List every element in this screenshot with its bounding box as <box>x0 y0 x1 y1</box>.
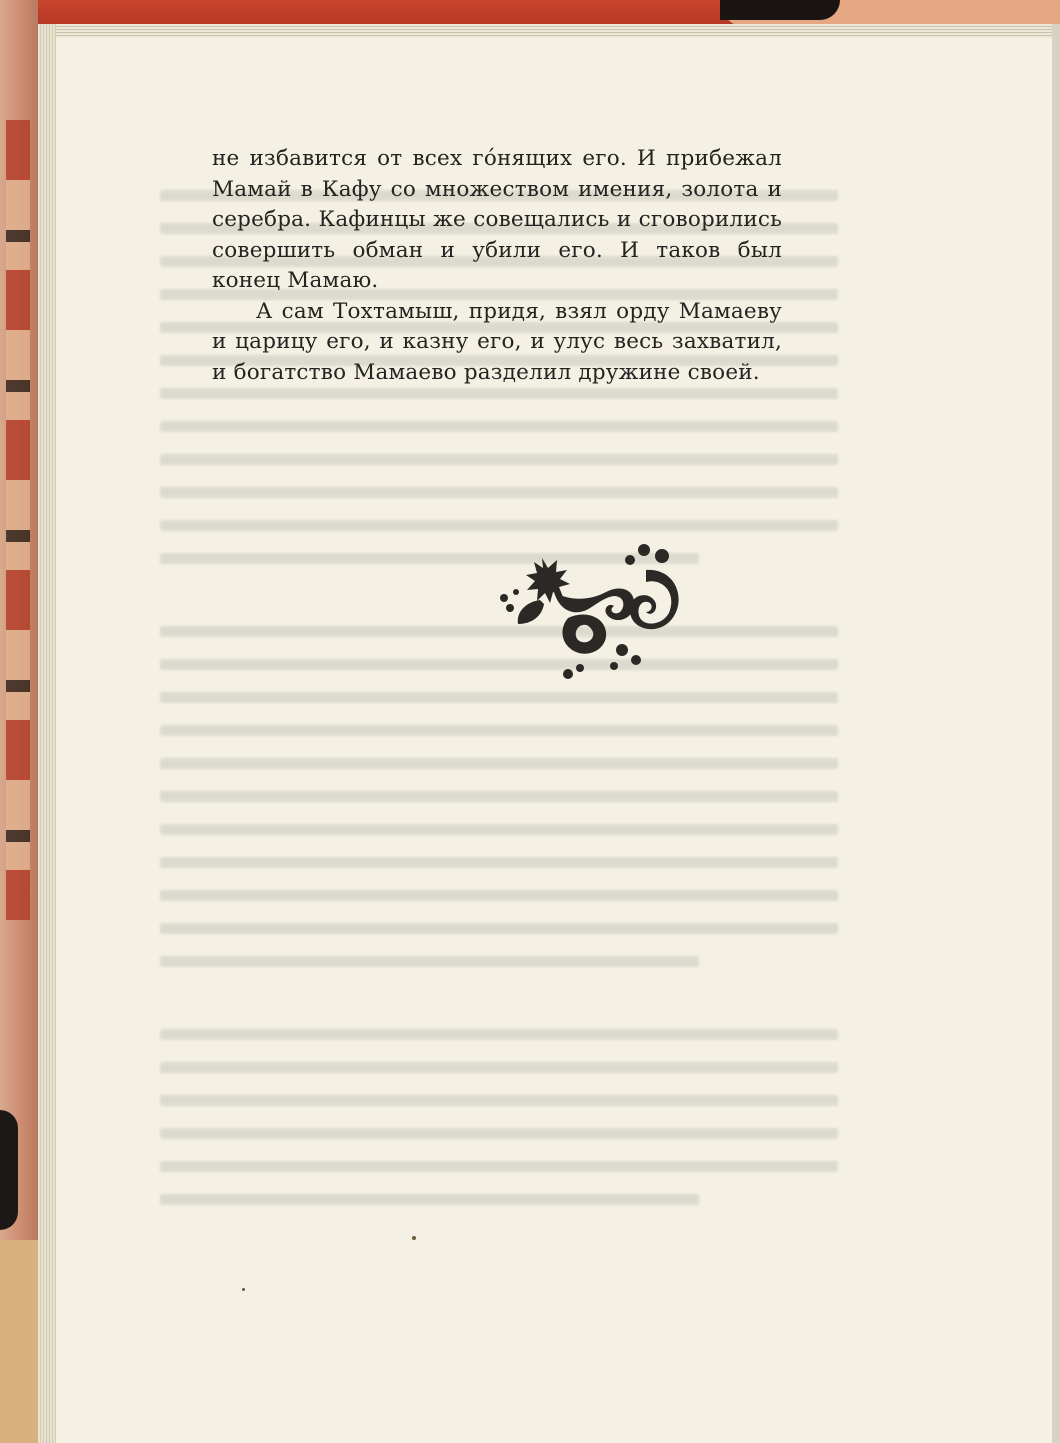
main-text-block <box>212 144 782 388</box>
cover-pattern <box>6 120 30 920</box>
cover-tan-area <box>0 1240 38 1443</box>
book-cover-left-edge <box>0 0 38 1443</box>
cover-dark-shape <box>0 1110 18 1230</box>
paper-speck <box>242 1288 245 1291</box>
page-stack-left-edge <box>38 24 56 1443</box>
page-stack-top-edge <box>38 24 1060 38</box>
page-stack-right-edge <box>1052 24 1060 1443</box>
paper-speck <box>412 1236 416 1240</box>
paragraph-2: А сам Тохтамыш, придя, взял орду Мамаеву и царицу его, и казну его, и улус весь захватил, и богатство Мамаево разделил дружине своей. <box>212 298 782 385</box>
floral-ornament-icon <box>496 540 696 690</box>
paragraph-1: не избавится от всех гóнящих его. И прибежал Мамай в Кафу со множеством имения, золота и серебра. Кафинцы же совещались и сговорились совершить обман и убили его. И таков был конец Мамаю. <box>212 146 782 293</box>
